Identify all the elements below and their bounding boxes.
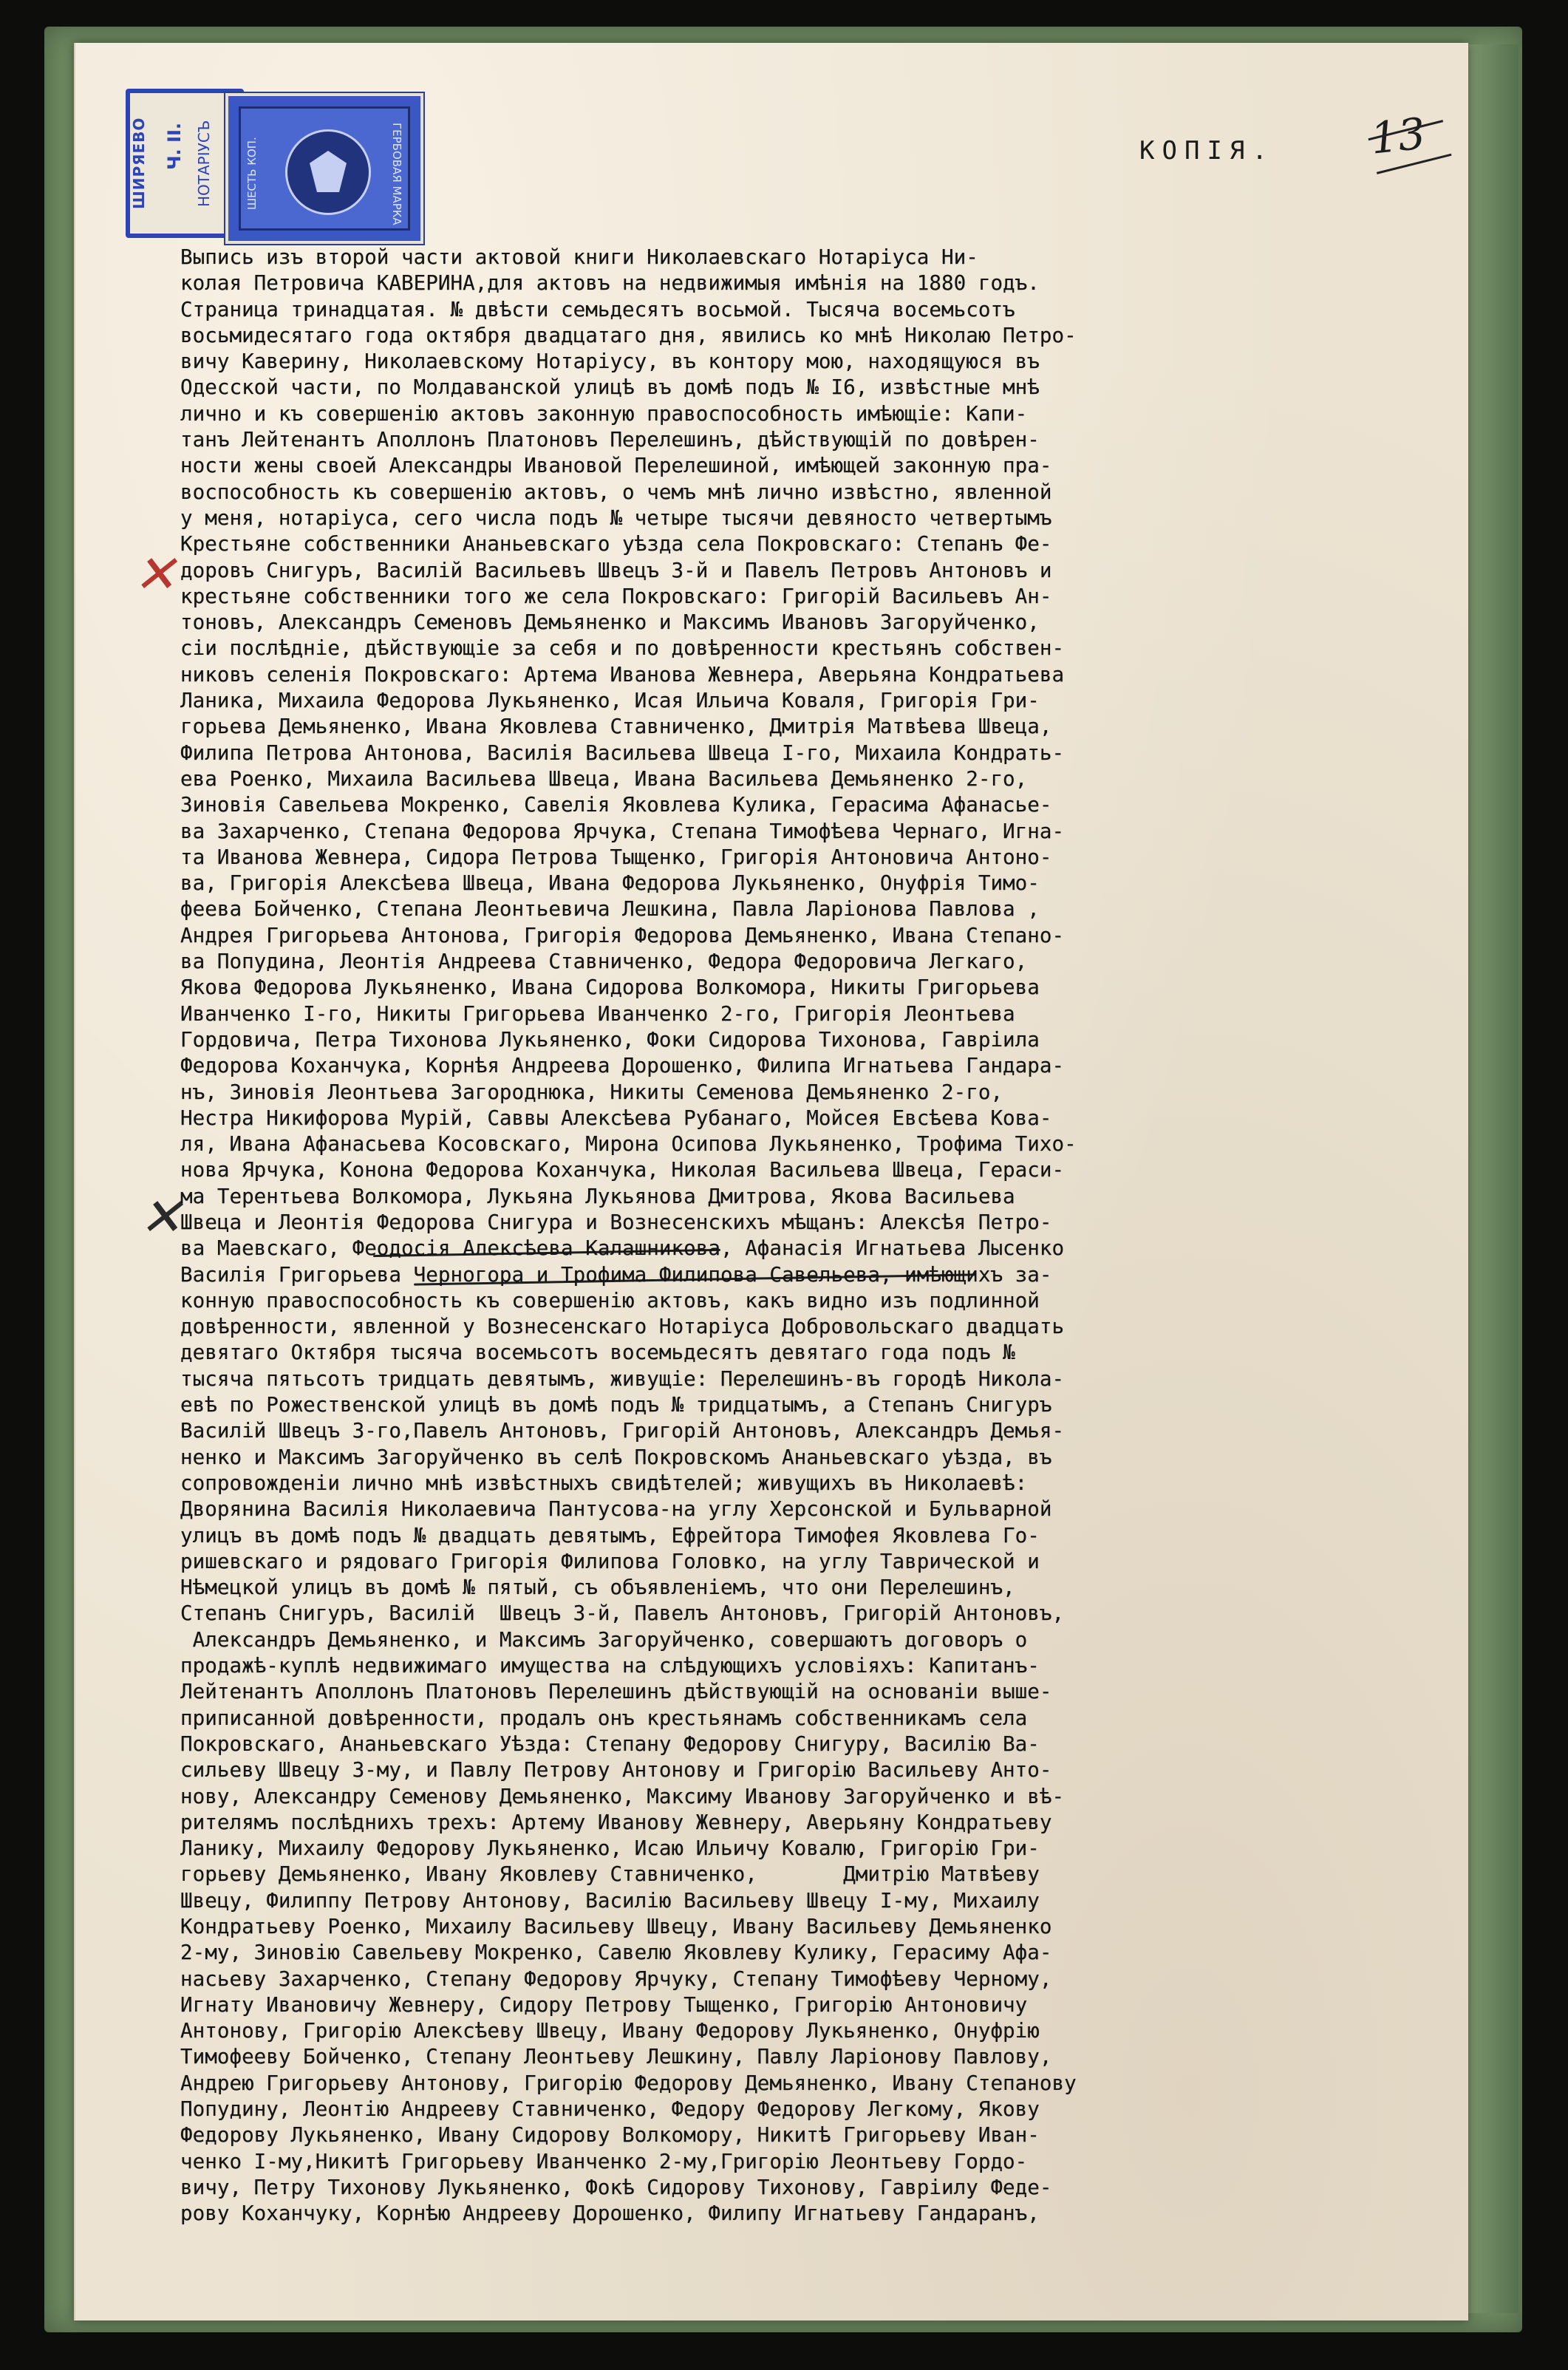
red-x-mark: ✕: [133, 544, 177, 605]
document-body-text: Выпись изъ второй части актовой книги Николаевскаго Нотаріуса Ни- колая Петровича КАВЕРИНА,для актовъ на недвижимыя имѣнія на 1880 годъ. Страница тринадцатая. № двѣсти семьдесятъ восьмой. Тысяча восемьсотъ восьмидесятаго года октября двадцатаго дня, явились ко мнѣ Николаю Петро- вичу Каверину, Николаевскому Нотаріусу, въ контору мою, находящуюся въ Одесской части, по Молдаванской улицѣ въ домѣ подъ № I6, извѣстные мнѣ лично и къ совершенію актовъ законную правоспособность имѣющіе: Капи- танъ Лейтенантъ Аполлонъ Платоновъ Перелешинъ, дѣйствующій по довѣрен- ности жены своей Александры Ивановой Перелешиной, имѣющей законную пра- воспособность къ совершенію актовъ, о чемъ мнѣ лично извѣстно, явленной у меня, нотаріуса, сего числа подъ № четыре тысячи девяносто четвертымъ Крестьяне собственники Ананьевскаго уѣзда села Покровскаго: Степанъ Фе- доровъ Снигуръ, Василій Васильевъ Швецъ 3-й и Павелъ Петровъ Антоновъ и крестьяне собственники того же села Покровскаго: Григорій Васильевъ Ан- тоновъ, Александръ Семеновъ Демьяненко и Максимъ Ивановъ Загоруйченко, сіи послѣдніе, дѣйствующіе за себя и по довѣренности крестьянъ собствен- никовъ селенія Покровскаго: Артема Иванова Жевнера, Аверьяна Кондратьева Ланика, Михаила Федорова Лукьяненко, Исая Ильича Коваля, Григорія Гри- горьева Демьяненко, Ивана Яковлева Ставниченко, Дмитрія Матвѣева Швеца, Филипа Петрова Антонова, Василія Васильева Швеца I-го, Михаила Кондрать- ева Роенко, Михаила Васильева Швеца, Ивана Васильева Демьяненко 2-го, Зиновія Савельева Мокренко, Савелія Яковлева Кулика, Герасима Афанасье- ва Захарченко, Степана Федорова Ярчука, Степана Тимофѣева Чернаго, Игна- та Иванова Жевнера, Сидора Петрова Тыщенко, Григорія Антоновича Антоно- ва, Григорія Алексѣева Швеца, Ивана Федорова Лукьяненко, Онуфрія Тимо- феева Бойченко, Степана Леонтьевича Лешкина, Павла Ларіонова Павлова , Андрея Григорьева Антонова, Григорія Федорова Демьяненко, Ивана Степано- ва Попудина, Леонтія Андреева Ставниченко, Федора Федоровича Легкаго, Якова Федорова Лукьяненко, Ивана Сидорова Волкомора, Никиты Григорьева Иванченко I-го, Никиты Григорьева Иванченко 2-го, Григорія Леонтьева Гордовича, Петра Тихонова Лукьяненко, Фоки Сидорова Тихонова, Гавріила Федорова Коханчука, Корнѣя Андреева Дорошенко, Филипа Игнатьева Гандара- нъ, Зиновія Леонтьева Загороднюка, Никиты Семенова Демьяненко 2-го, Нестра Никифорова Мурій, Саввы Алексѣева Рубанаго, Мойсея Евсѣева Кова- ля, Ивана Афанасьева Косовскаго, Мирона Осипова Лукьяненко, Трофима Тихо- нова Ярчука, Конона Федорова Коханчука, Николая Васильева Швеца, Гераси- ма Терентьева Волкомора, Лукьяна Лукьянова Дмитрова, Якова Васильева Швеца и Леонтія Федорова Снигура и Вознесенскихъ мѣщанъ: Алексѣя Петро- ва Маевскаго, Феодосія Алексѣева Калашникова, Афанасія Игнатьева Лысенко Василія Григорьева Черногора и Трофима Филипова Савельева, имѣющихъ за- конную правоспособность къ совершенію актовъ, какъ видно изъ подлинной довѣренности, явленной у Вознесенскаго Нотаріуса Добровольскаго двадцать девятаго Октября тысяча восемьсотъ восемьдесятъ девятаго года подъ № тысяча пятьсотъ тридцать девятымъ, живущіе: Перелешинъ-въ городѣ Никола- евѣ по Рожественской улицѣ въ домѣ подъ № тридцатымъ, а Степанъ Снигуръ Василій Швецъ 3-го,Павелъ Антоновъ, Григорій Антоновъ, Александръ Демья- ненко и Максимъ Загоруйченко въ селѣ Покровскомъ Ананьевскаго уѣзда, въ сопровожденіи лично мнѣ извѣстныхъ свидѣтелей; живущихъ въ Николаевѣ: Дворянина Василія Николаевича Пантусова-на углу Херсонской и Бульварной улицъ въ домѣ подъ № двадцать девятымъ, Ефрейтора Тимофея Яковлева Го- ришевскаго и рядоваго Григорія Филипова Головко, на углу Таврической и Нѣмецкой улицъ въ домѣ № пятый, съ объявленіемъ, что они Перелешинъ, Степанъ Снигуръ, Василій Швецъ 3-й, Павелъ Антоновъ, Григорій Антоновъ, Александръ Демьяненко, и Максимъ Загоруйченко, совершаютъ договоръ о продажѣ-куплѣ недвижимаго имущества на слѣдующихъ условіяхъ: Капитанъ- Лейтенантъ Аполлонъ Платоновъ Перелешинъ дѣйствующій на основаніи выше- приписанной довѣренности, продалъ онъ крестьянамъ собственникамъ села Покровскаго, Ананьевскаго Уѣзда: Степану Федорову Снигуру, Василію Ва- сильеву Швецу 3-му, и Павлу Петрову Антонову и Григорію Васильеву Анто- нову, Александру Семенову Демьяненко, Максиму Иванову Загоруйченко и вѣ- рителямъ послѣднихъ трехъ: Артему Иванову Жевнеру, Аверьяну Кондратьеву Ланику, Михаилу Федорову Лукьяненко, Исаю Ильичу Ковалю, Григорію Гри- горьеву Демьяненко, Ивану Яковлеву Ставниченко, Дмитрію Матвѣеву Швецу, Филиппу Петрову Антонову, Василію Васильеву Швецу I-му, Михаилу Кондратьеву Роенко, Михаилу Васильеву Швецу, Ивану Васильеву Демьяненко 2-му, Зиновію Савельеву Мокренко, Савелю Яковлеву Кулику, Герасиму Афа- насьеву Захарченко, Степану Федорову Ярчуку, Степану Тимофѣеву Черному, Игнату Ивановичу Жевнеру, Сидору Петрову Тыщенко, Григорію Антоновичу Антонову, Григорію Алексѣеву Швецу, Ивану Федорову Лукьяненко, Онуфрію Тимофееву Бойченко, Степану Леонтьеву Лешкину, Павлу Ларіонову Павлову, Андрею Григорьеву Антонову, Григорію Федорову Демьяненко, Ивану Степанову Попудину, Леонтію Андрееву Ставниченко, Федору Федорову Легкому, Якову Федорову Лукьяненко, Ивану Сидорову Волкомору, Никитѣ Григорьеву Иван- ченко I-му,Никитѣ Григорьеву Иванченко 2-му,Григорію Леонтьеву Гордо- вичу, Петру Тихонову Лукьяненко, Фокѣ Сидорову Тихонову, Гавріилу Феде- рову Коханчуку, Корнѣю Андрееву Дорошенко, Филипу Игнатьеву Гандаранъ,: [180, 245, 1077, 2226]
revenue-stamp-frame: [239, 106, 410, 231]
notary-stamp-code: Ч. II.: [164, 123, 185, 170]
eagle-emblem-icon: [285, 129, 371, 215]
notary-stamp-label: НОТАРІУСЪ: [195, 120, 213, 207]
revenue-stamp: [225, 93, 423, 244]
folder-edge: [1467, 44, 1518, 2313]
notary-stamp-city: ШИРЯЕВО: [130, 117, 148, 210]
revenue-stamp-title: ГЕРБОВАЯ МАРКА: [390, 122, 403, 225]
document-title: КОПІЯ.: [1139, 136, 1275, 166]
pencil-x-mark: ✕: [139, 1187, 183, 1247]
folio-number: 13: [1368, 108, 1428, 164]
revenue-stamp-value-text: ШЕСТЬ КОП.: [245, 137, 259, 211]
